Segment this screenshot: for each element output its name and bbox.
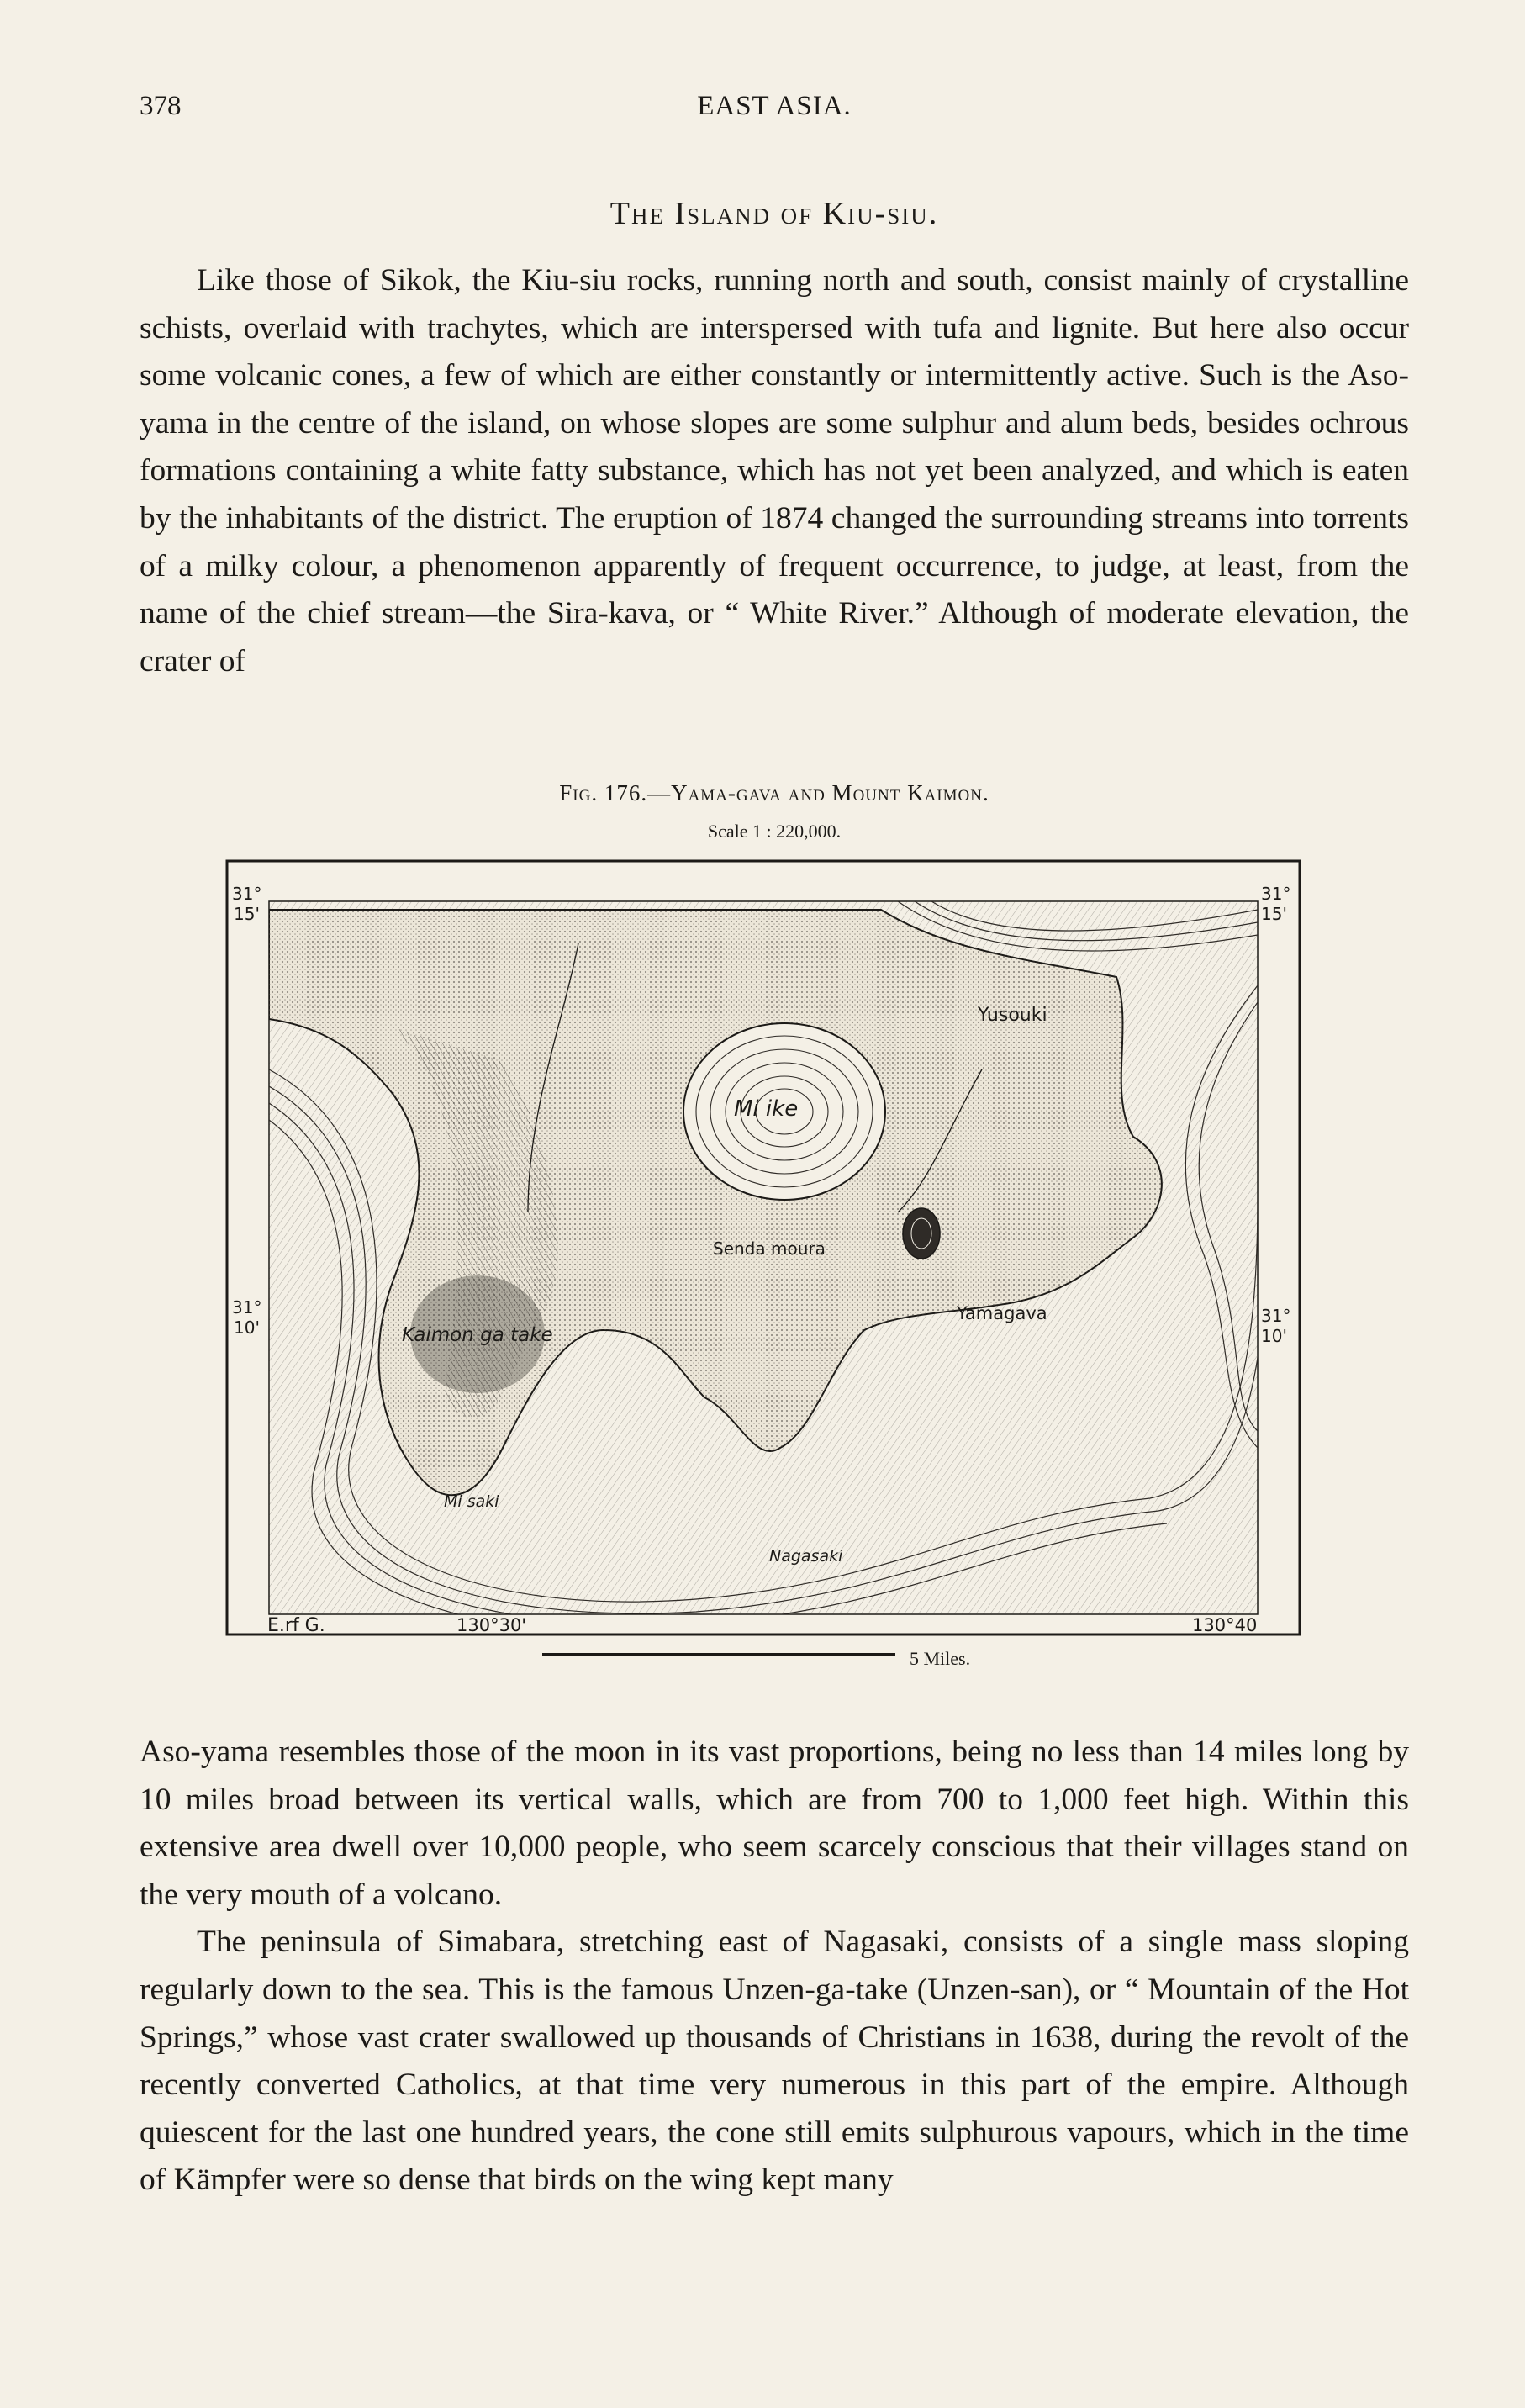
- map-figure: [225, 859, 1301, 1638]
- scale-bar-label: 5 Miles.: [910, 1648, 971, 1669]
- running-head: [140, 91, 1409, 133]
- lat-top-right-deg: 31°: [1261, 884, 1291, 904]
- label-mi-ike: Mi ike: [734, 1096, 799, 1122]
- section-title: The Island of Kiu-siu.: [609, 196, 939, 231]
- lon-left: 130°30': [456, 1615, 527, 1635]
- map-illustration: [225, 859, 1301, 1638]
- running-title: EAST ASIA.: [697, 91, 852, 121]
- lat-mid-right-min: 10': [1261, 1326, 1287, 1346]
- label-yamagava: Yamagava: [957, 1303, 1047, 1323]
- paragraph: Aso-yama resembles those of the moon in its vast proportions, being no less than 14 miles long by 10 miles broad between its vertical walls, which are from 700 to 1,000 feet high. Within this extensive area dwell over 10,000 people, who seem scarcely conscious that their villages stand on the very mouth of a volcano.: [140, 1735, 1409, 1912]
- paragraph: The peninsula of Simabara, stretching east of Nagasaki, consists of a single mass sloping regularly down to the sea. This is the famous Unzen-ga-take (Unzen-san), or “ Mountain of the Hot Springs,” whose vast crater swallowed up thousands of Christians in 1638, during the revolt of the recently converted Catholics, at that time very numerous in this part of the empire. Although quiescent for the last one hundred years, the cone still emits sulphurous vapours, which in the time of Kämpfer were so dense that birds on the wing kept many: [140, 1925, 1409, 2198]
- body-text-bottom: [140, 1729, 1409, 2205]
- lat-top-right-min: 15': [1261, 904, 1287, 924]
- label-kaimon-ga-take: Kaimon ga take: [402, 1324, 553, 1346]
- engraver-mark: E.rf G.: [267, 1615, 325, 1636]
- label-yusouki: Yusouki: [978, 1005, 1047, 1026]
- label-mi-saki: Mi saki: [444, 1492, 499, 1511]
- label-senda-moura: Senda moura: [713, 1238, 826, 1259]
- figure-caption: Fig. 176.—Yama-gava and Mount Kaimon.: [559, 780, 989, 805]
- lat-mid-right-deg: 31°: [1261, 1306, 1291, 1326]
- lat-mid-left-min: 10': [234, 1318, 260, 1338]
- lat-mid-left-deg: 31°: [232, 1297, 262, 1318]
- figure-scale: Scale 1 : 220,000.: [707, 821, 842, 842]
- lat-top-left-deg: 31°: [232, 884, 262, 904]
- page-number: 378: [140, 91, 182, 121]
- label-nagasaki: Nagasaki: [769, 1547, 843, 1566]
- paragraph: Like those of Sikok, the Kiu-siu rocks, running north and south, consist mainly of crystalline schists, overlaid with trachytes, which are interspersed with tufa and lignite. But here also occur some volcanic cones, a few of which are either constantly or intermittently active. Such is the Aso-yama in the centre of the island, on whose slopes are some sulphur and alum beds, besides ochrous formations containing a white fatty substance, which has not yet been analyzed, and which is eaten by the inhabitants of the district. The eruption of 1874 changed the surrounding streams into torrents of a milky colour, a phenomenon apparently of frequent occurrence, to judge, at least, from the name of the chief stream—the Sira-kava, or “ White River.” Although of moderate elevation, the crater of: [140, 263, 1409, 679]
- lon-right: 130°40: [1192, 1615, 1258, 1635]
- body-text-top: [140, 257, 1409, 685]
- lat-top-left-min: 15': [234, 904, 260, 924]
- scale-bar: [542, 1653, 895, 1656]
